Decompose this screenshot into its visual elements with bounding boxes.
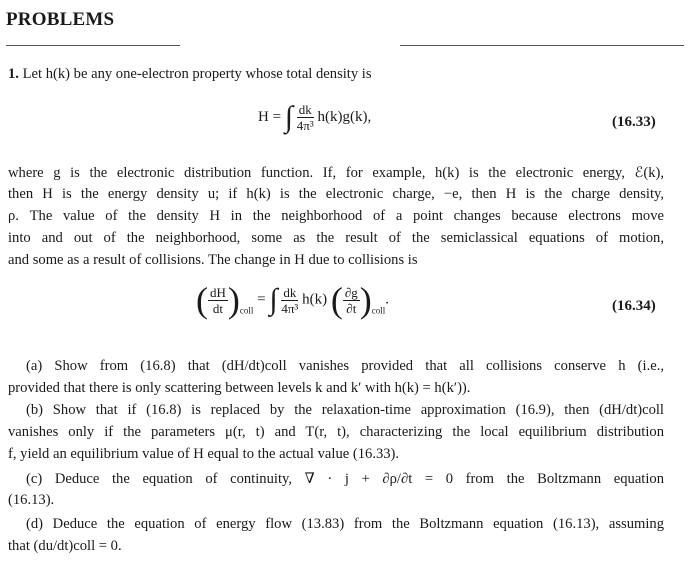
paragraph-line: into and out of the neighborhood, some as the result of the semiclassical equations of motion, bbox=[8, 230, 664, 246]
problem-intro-line bbox=[8, 66, 372, 83]
eq2-rhs-fraction: $\frac{\partial g}{\partial t}$ bbox=[344, 284, 358, 316]
part-c-line: (c) Deduce the equation of continuity, ∇ · j + ∂ρ/∂t = 0 from the Boltzmann equation bbox=[26, 471, 664, 487]
eq2-equals: = bbox=[257, 291, 266, 308]
equation-16-34: ( $\frac{dH}{dt}$ )$_{coll}$ = ∫ $\frac{dk}{\text{4π³}}$ h(k) ( $\frac{\partial g}{\partial t}$ )$_{coll}$. bbox=[196, 280, 390, 320]
problem-intro: Let h(k) be any one-electron property whose total density is bbox=[22, 66, 372, 82]
equation-16-33 bbox=[258, 102, 371, 133]
coll-subscript: coll bbox=[239, 305, 254, 316]
equation-number-16-34: (16.34) bbox=[612, 298, 656, 314]
part-c-line: (16.13). bbox=[8, 492, 55, 508]
part-b-line: (b) Show that if (16.8) is replaced by the relaxation-time approximation (16.9), then (dH/dt)coll bbox=[26, 402, 664, 418]
problem-number: 1. bbox=[8, 66, 19, 82]
part-a-line: (a) Show from (16.8) that (dH/dt)coll vanishes provided that all collisions conserve h (i.e., bbox=[26, 358, 664, 374]
part-d-line: (d) Deduce the equation of energy flow (13.83) from the Boltzmann equation (16.13), assuming bbox=[26, 516, 664, 532]
heading-rule-right bbox=[400, 45, 684, 46]
part-d-line: that (du/dt)coll = 0. bbox=[8, 538, 122, 554]
paragraph-line: where g is the electronic distribution function. If, for example, h(k) is the electronic energy, ℰ(k), bbox=[8, 165, 664, 181]
eq2-fraction: $\frac{dk}{\text{4π³}}$ bbox=[281, 284, 299, 316]
eq1-lhs: H = bbox=[258, 108, 282, 125]
part-a-line: provided that there is only scattering between levels k and k′ with h(k) = h(k′)). bbox=[8, 380, 471, 396]
eq1-denominator: 4π³ bbox=[296, 118, 314, 133]
equation-number-16-33: (16.33) bbox=[612, 114, 656, 130]
integral-sign: ∫ bbox=[284, 100, 294, 134]
eq2-mid: h(k) bbox=[302, 291, 328, 308]
eq1-fraction bbox=[297, 102, 314, 133]
eq1-numerator: dk bbox=[298, 102, 312, 117]
part-b-line: vanishes only if the parameters μ(r, t) and T(r, t), characterizing the local equilibrium distribution bbox=[8, 424, 664, 440]
eq1-rhs: h(k)g(k), bbox=[317, 108, 372, 125]
paragraph-line: then H is the energy density u; if h(k) is the electronic charge, −e, then H is the charge density, bbox=[8, 186, 664, 202]
heading-rule-left bbox=[6, 45, 180, 46]
coll-subscript: coll bbox=[371, 305, 386, 316]
paragraph-line: ρ. The value of the density H in the neighborhood of a point changes because electrons move bbox=[8, 208, 664, 224]
eq2-lhs-fraction: $\frac{dH}{dt}$ bbox=[210, 284, 226, 316]
paragraph-line: and some as a result of collisions. The change in H due to collisions is bbox=[8, 252, 418, 268]
part-b-line: f, yield an equilibrium value of H equal to the actual value (16.33). bbox=[8, 446, 400, 462]
integral-sign: ∫ bbox=[269, 283, 278, 316]
section-heading: PROBLEMS bbox=[6, 9, 115, 30]
